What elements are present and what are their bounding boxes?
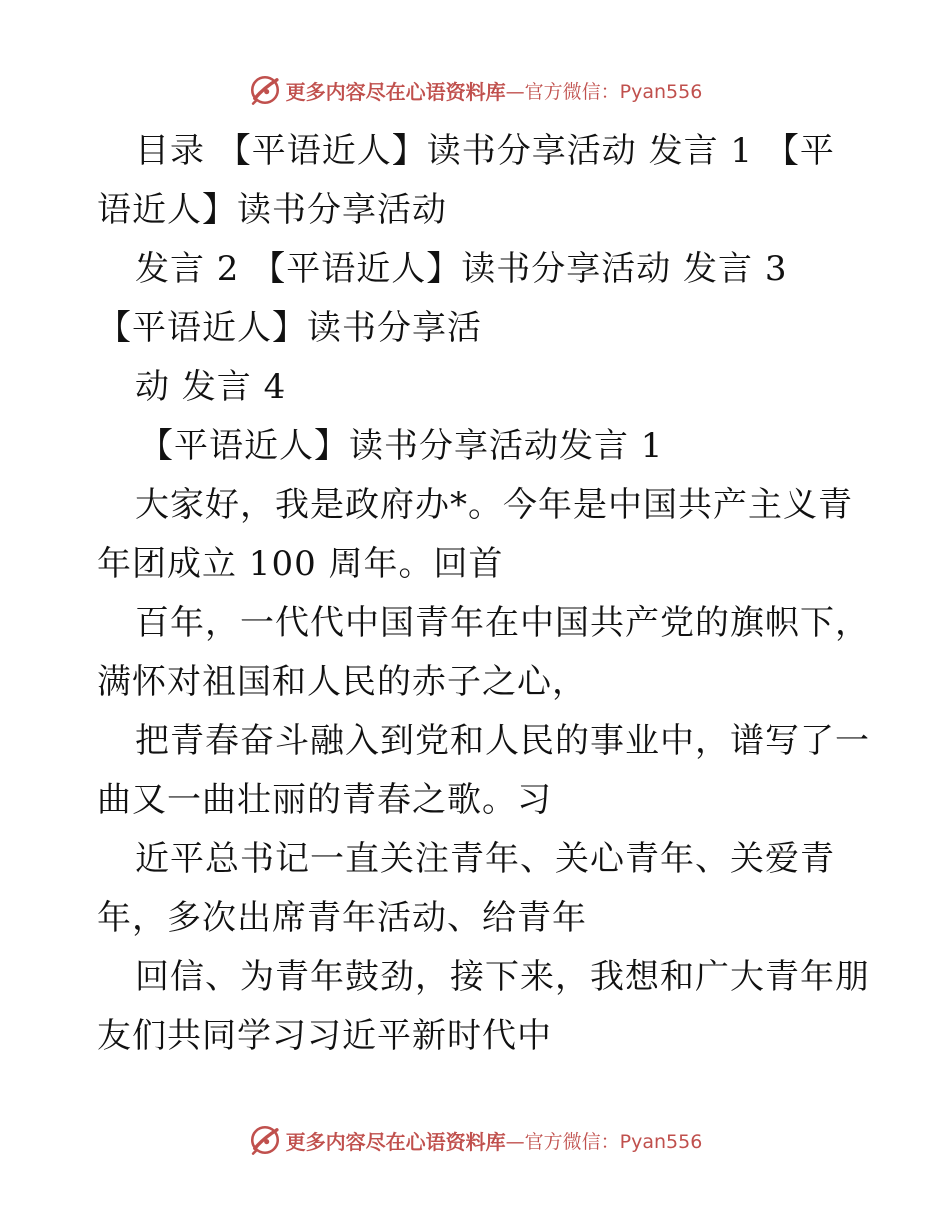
text-line: 满怀对祖国和人民的赤子之心， [97, 662, 587, 702]
text-line: 动 发言 4 [135, 367, 287, 407]
text-line: 发言 2 【平语近人】读书分享活动 发言 3 [135, 249, 788, 289]
document-body [97, 122, 870, 1066]
banner-official-account: —官方微信：Pyan556 [505, 1130, 703, 1153]
section-heading: 【平语近人】读书分享活动发言 1 [139, 426, 664, 466]
text-line: 大家好，我是政府办*。今年是中国共产主义青 [135, 485, 853, 525]
text-line: 百年，一代代中国青年在中国共产党的旗帜下， [135, 603, 870, 643]
text-line: 友们共同学习习近平新时代中 [97, 1016, 552, 1056]
text-line: 【平语近人】读书分享活 [97, 308, 482, 348]
text-line: 年，多次出席青年活动、给青年 [97, 898, 587, 938]
banner-text: 更多内容尽在心语资料库 [285, 79, 506, 104]
text-line: 目录 【平语近人】读书分享活动 发言 1 【平 [135, 131, 835, 171]
footer-banner [0, 1120, 950, 1160]
text-line: 近平总书记一直关注青年、关心青年、关爱青 [135, 839, 835, 879]
text-line: 曲又一曲壮丽的青春之歌。习 [97, 780, 552, 820]
pen-logo-icon [248, 1123, 282, 1157]
banner-official-account: —官方微信：Pyan556 [505, 80, 703, 103]
text-line: 回信、为青年鼓劲，接下来，我想和广大青年朋 [135, 957, 870, 997]
text-line: 语近人】读书分享活动 [97, 190, 447, 230]
banner-text: 更多内容尽在心语资料库 [285, 1129, 506, 1154]
text-line: 把青春奋斗融入到党和人民的事业中，谱写了一 [135, 721, 870, 761]
header-banner [0, 70, 950, 110]
pen-logo-icon [248, 73, 282, 107]
text-line: 年团成立 100 周年。回首 [97, 544, 504, 584]
